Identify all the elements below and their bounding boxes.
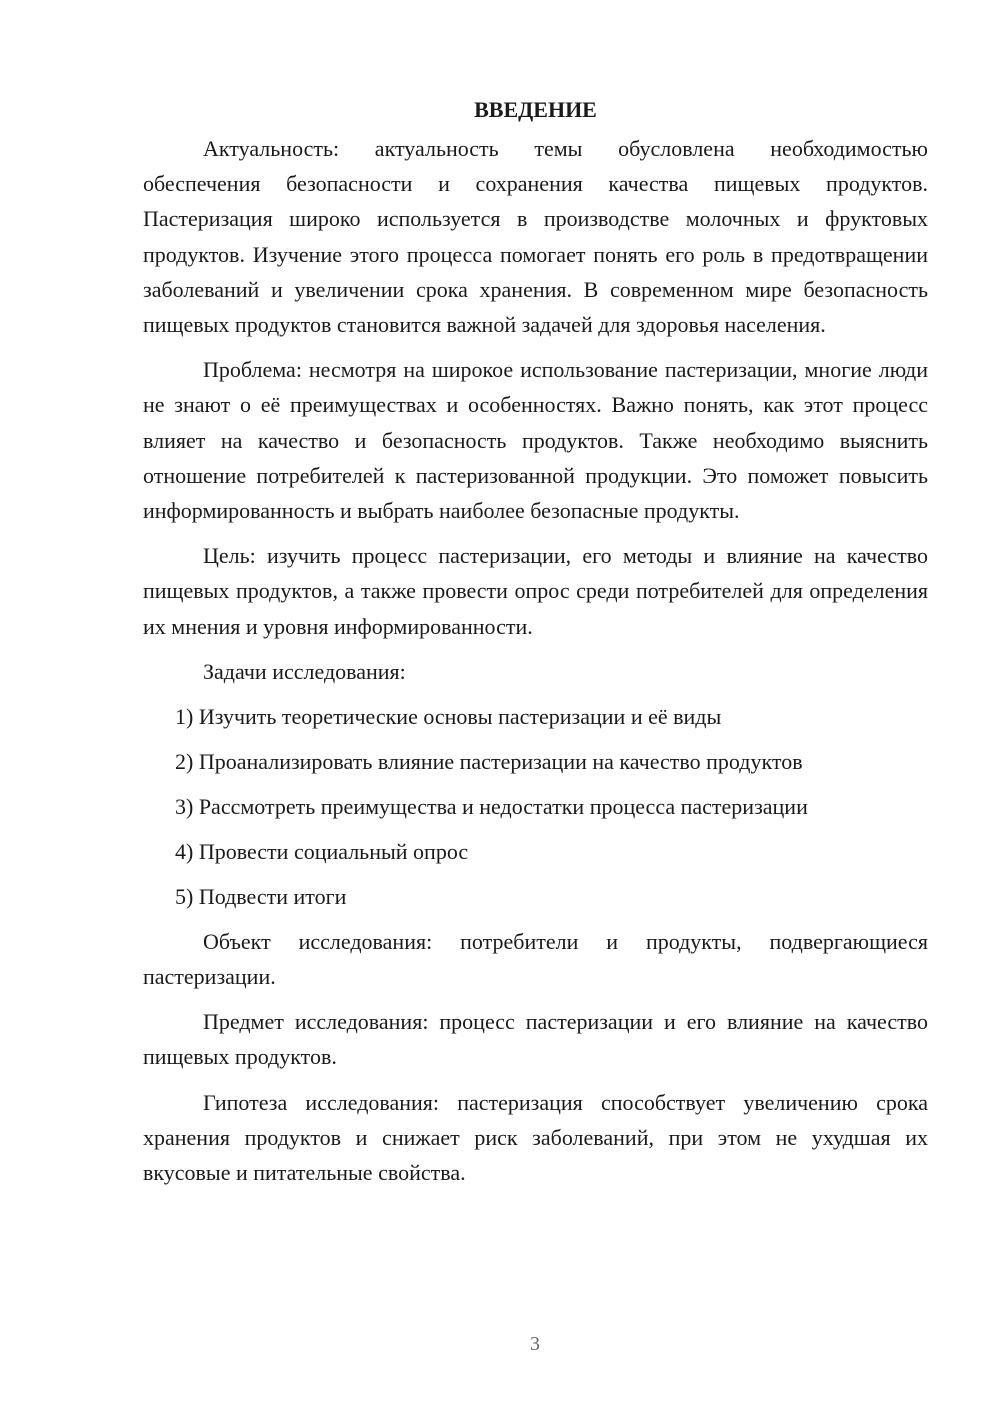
task-item-1: 1) Изучить теоретические основы пастеризации и её виды: [175, 703, 722, 729]
task-item-4: 4) Провести социальный опрос: [175, 838, 469, 864]
task-item-3: 3) Рассмотреть преимущества и недостатки процесса пастеризации: [175, 793, 808, 819]
paragraph-object: Объект исследования: потребители и продукты, подвергающиеся пастеризации.: [143, 928, 928, 990]
paragraph-relevance: Актуальность: актуальность темы обусловлена необходимостью обеспечения безопасности и сохранения качества пищевых продуктов. Пастеризация широко используется в производстве молочных и фруктовых продуктов. Изучение этого процесса помогает понять его роль в предотвращении заболеваний и увеличении срока хранения. В современном мире безопасность пищевых продуктов становится важной задачей для здоровья населения.: [143, 136, 928, 338]
page-title: ВВЕДЕНИЕ: [474, 97, 597, 122]
tasks-list: [143, 699, 928, 914]
tasks-title: Задачи исследования:: [203, 658, 406, 684]
paragraph-subject: Предмет исследования: процесс пастеризации и его влияние на качество пищевых продуктов.: [143, 1009, 928, 1070]
document-page: [143, 92, 928, 1200]
task-item-5: 5) Подвести итоги: [175, 883, 347, 909]
task-item-2: 2) Проанализировать влияние пастеризации на качество продуктов: [175, 748, 803, 774]
paragraph-goal: Цель: изучить процесс пастеризации, его методы и влияние на качество пищевых продуктов, а также провести опрос среди потребителей для определения их мнения и уровня информированности.: [143, 543, 928, 639]
paragraph-problem: Проблема: несмотря на широкое использование пастеризации, многие люди не знают о её преимуществах и особенностях. Важно понять, как этот процесс влияет на качество и безопасность продуктов. Также необходимо выяснить отношение потребителей к пастеризованной продукции. Это поможет повысить информированность и выбрать наиболее безопасные продукты.: [143, 357, 928, 524]
page-number: 3: [530, 1333, 540, 1355]
paragraph-hypothesis: Гипотеза исследования: пастеризация способствует увеличению срока хранения продуктов и снижает риск заболеваний, при этом не ухудшая их вкусовые и питательные свойства.: [143, 1089, 928, 1186]
